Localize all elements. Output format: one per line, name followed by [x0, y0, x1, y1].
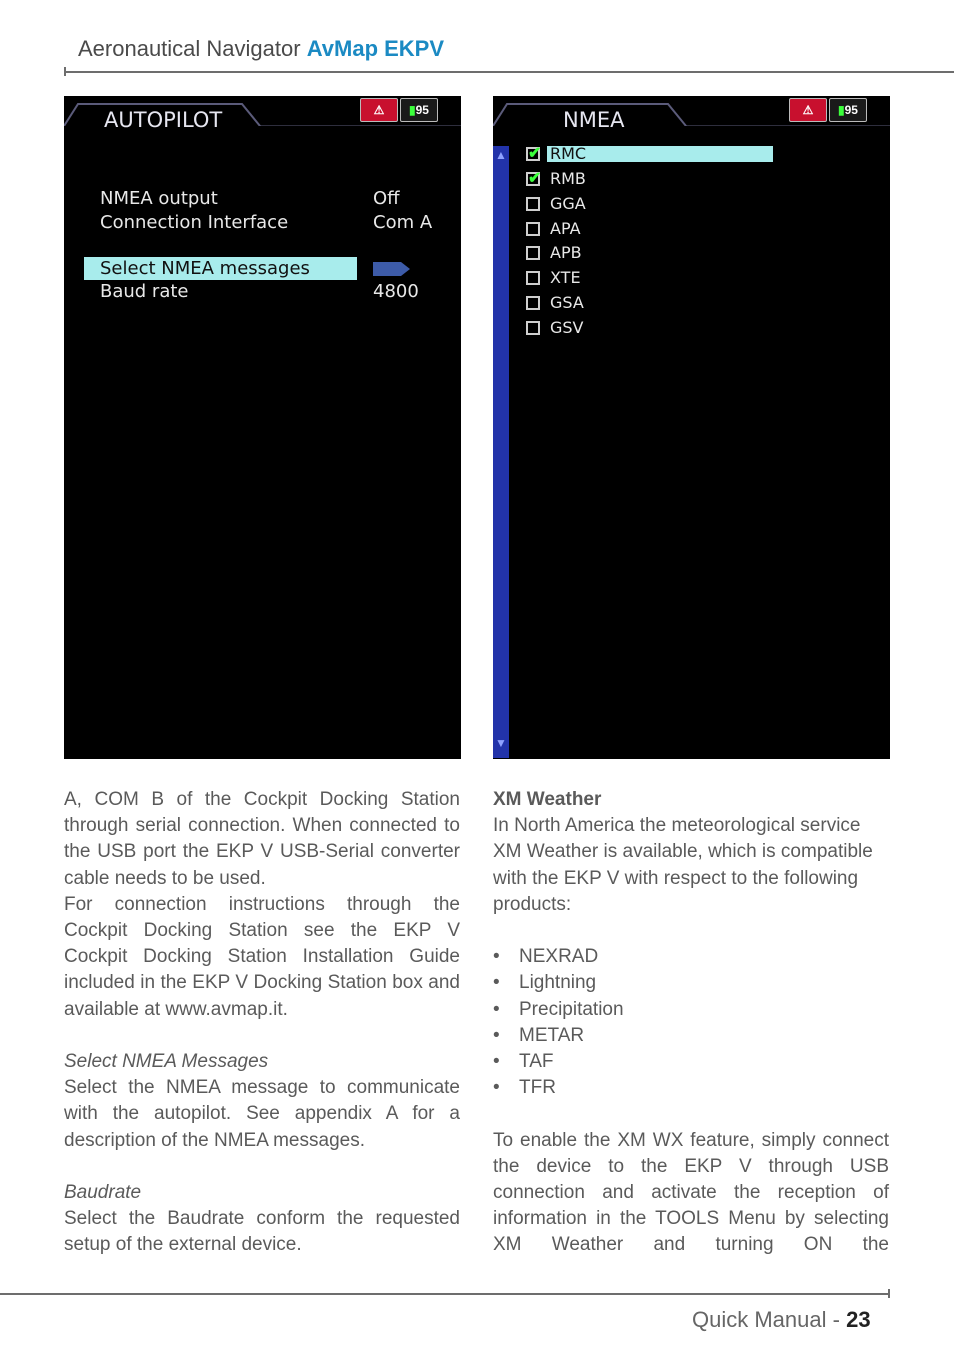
heading-baudrate: Baudrate — [64, 1182, 142, 1204]
list-item: • TFR — [493, 1075, 889, 1101]
warning-icon: ⚠ — [360, 98, 398, 122]
paragraph-xm-intro: In North America the meteorological service XM Weather is available, which is compatible with the EKP V with respect to the following products: — [493, 815, 873, 915]
row-connection-interface-label[interactable]: Connection Interface — [100, 212, 289, 233]
message-label-gsa[interactable]: GSA — [550, 293, 584, 312]
left-column — [64, 787, 460, 1259]
checkbox-xte[interactable] — [526, 271, 540, 285]
list-item: • NEXRAD — [493, 944, 889, 970]
message-label-apa[interactable]: APA — [550, 219, 581, 238]
checkbox-gsv[interactable] — [526, 321, 540, 335]
row-nmea-output-label[interactable]: NMEA output — [100, 188, 218, 209]
scroll-down-icon[interactable]: ▼ — [495, 736, 507, 750]
header-rule-tick — [64, 67, 66, 76]
checkbox-gga[interactable] — [526, 197, 540, 211]
nmea-screenshot — [493, 96, 890, 759]
message-label-gga[interactable]: GGA — [550, 194, 586, 213]
signal-icon: ▮ 95 — [829, 98, 867, 122]
header-brand: AvMap EKPV — [306, 36, 445, 61]
page-footer — [692, 1307, 871, 1333]
screen-title: AUTOPILOT — [104, 108, 223, 132]
message-label-rmb[interactable]: RMB — [550, 169, 586, 188]
signal-icon: ▮ 95 — [400, 98, 438, 122]
heading-select-nmea: Select NMEA Messages — [64, 1051, 269, 1073]
page-number: 23 — [846, 1307, 871, 1332]
status-icons — [789, 98, 867, 122]
product-list — [493, 944, 889, 1101]
list-item: • METAR — [493, 1023, 889, 1049]
header-rule — [65, 71, 954, 73]
paragraph-enable-xm: To enable the XM WX feature, simply connect the device to the EKP V through USB connection and activate the reception of information in the TOOLS Menu by selecting XM Weather and turning ON the — [493, 1129, 889, 1256]
paragraph-baudrate: Select the Baudrate conform the requested setup of the external device. — [64, 1208, 460, 1256]
message-label-gsv[interactable]: GSV — [550, 318, 584, 337]
row-select-nmea-label[interactable]: Select NMEA messages — [100, 258, 310, 279]
list-item: • Lightning — [493, 970, 889, 996]
list-item: • TAF — [493, 1049, 889, 1075]
paragraph-select-nmea: Select the NMEA message to communicate with the autopilot. See appendix A for a description of the NMEA messages. — [64, 1077, 460, 1151]
checkbox-apb[interactable] — [526, 246, 540, 260]
message-label-rmc[interactable]: RMC — [550, 144, 587, 163]
footer-label: Quick Manual - — [692, 1307, 840, 1332]
scrollbar[interactable] — [493, 146, 509, 758]
row-connection-interface-value: Com A — [373, 212, 433, 233]
right-column — [493, 787, 889, 1259]
warning-icon: ⚠ — [789, 98, 827, 122]
page-header — [78, 36, 444, 62]
row-baud-rate-value: 4800 — [373, 281, 419, 302]
message-label-apb[interactable]: APB — [550, 243, 582, 262]
checkbox-rmc[interactable] — [526, 147, 540, 161]
checkbox-apa[interactable] — [526, 222, 540, 236]
row-baud-rate-label[interactable]: Baud rate — [100, 281, 189, 302]
footer-rule — [0, 1293, 889, 1295]
heading-xm-weather: XM Weather — [493, 789, 602, 810]
paragraph-instructions: For connection instructions through the Cockpit Docking Station see the EKP V Cockpit Docking Station Installation Guide included in the EKP V Docking Station box and available at www.avmap.it. — [64, 893, 460, 1020]
scroll-up-icon[interactable]: ▲ — [495, 148, 507, 162]
checkbox-gsa[interactable] — [526, 296, 540, 310]
list-item: • Precipitation — [493, 997, 889, 1023]
submenu-arrow-icon[interactable] — [373, 262, 411, 276]
screen-title: NMEA — [563, 108, 625, 132]
row-nmea-output-value: Off — [373, 188, 400, 209]
status-icons — [360, 98, 438, 122]
footer-rule-tick — [888, 1289, 890, 1298]
paragraph-connection: A, COM B of the Cockpit Docking Station through serial connection. When connected to the USB port the EKP V USB-Serial converter cable needs to be used. — [64, 789, 460, 889]
autopilot-screenshot — [64, 96, 461, 759]
checkbox-rmb[interactable] — [526, 172, 540, 186]
header-title: Aeronautical Navigator — [78, 36, 301, 61]
message-label-xte[interactable]: XTE — [550, 268, 581, 287]
